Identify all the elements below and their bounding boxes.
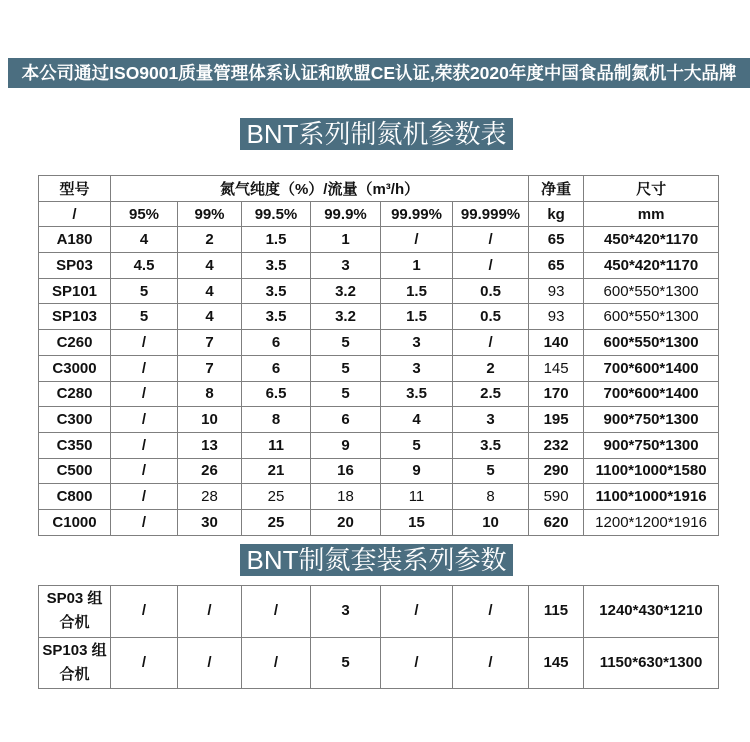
flow-cell-99-9: 3.2 bbox=[311, 304, 381, 330]
weight-cell: 590 bbox=[529, 484, 584, 510]
size-cell: 1100*1000*1580 bbox=[584, 458, 719, 484]
size-cell: 1240*430*1210 bbox=[584, 586, 719, 638]
table-title-text: BNT系列制氮机参数表 bbox=[246, 119, 507, 149]
flow-cell-95: 5 bbox=[111, 304, 178, 330]
flow-cell-99: 2 bbox=[178, 227, 242, 253]
flow-cell-99-9: 9 bbox=[311, 432, 381, 458]
certification-banner bbox=[8, 58, 750, 88]
size-cell: 900*750*1300 bbox=[584, 432, 719, 458]
nitrogen-generator-spec-table bbox=[38, 175, 719, 536]
size-cell: 900*750*1300 bbox=[584, 407, 719, 433]
flow-cell-99-999: / bbox=[453, 637, 529, 689]
flow-cell-99-5: 3.5 bbox=[242, 253, 311, 279]
flow-cell-99: 30 bbox=[178, 509, 242, 535]
flow-cell-95: / bbox=[111, 407, 178, 433]
flow-cell-99-5: 3.5 bbox=[242, 304, 311, 330]
flow-cell-99-999: 2.5 bbox=[453, 381, 529, 407]
flow-cell-99-9: 18 bbox=[311, 484, 381, 510]
flow-cell-95: 4 bbox=[111, 227, 178, 253]
model-cell: C300 bbox=[39, 407, 111, 433]
model-cell: SP103 bbox=[39, 304, 111, 330]
purity-99-5-header: 99.5% bbox=[242, 201, 311, 227]
size-cell: 1200*1200*1916 bbox=[584, 509, 719, 535]
table-row bbox=[39, 253, 719, 279]
flow-cell-99-5: 25 bbox=[242, 509, 311, 535]
flow-cell-99-999: / bbox=[453, 253, 529, 279]
table-row bbox=[39, 484, 719, 510]
subheader-row bbox=[39, 201, 719, 227]
weight-cell: 140 bbox=[529, 330, 584, 356]
weight-header: 净重 bbox=[529, 176, 584, 202]
size-cell: 600*550*1300 bbox=[584, 304, 719, 330]
flow-cell-99-5: / bbox=[242, 586, 311, 638]
size-cell: 700*600*1400 bbox=[584, 381, 719, 407]
model-cell: C350 bbox=[39, 432, 111, 458]
model-cell: SP103 组合机 bbox=[39, 637, 111, 689]
flow-cell-99-9: 20 bbox=[311, 509, 381, 535]
size-unit-header: mm bbox=[584, 201, 719, 227]
flow-cell-99-99: / bbox=[381, 586, 453, 638]
flow-cell-99: 26 bbox=[178, 458, 242, 484]
weight-cell: 145 bbox=[529, 637, 584, 689]
flow-cell-99-999: 0.5 bbox=[453, 304, 529, 330]
flow-cell-95: / bbox=[111, 484, 178, 510]
flow-cell-95: 5 bbox=[111, 278, 178, 304]
weight-cell: 115 bbox=[529, 586, 584, 638]
flow-cell-99: 4 bbox=[178, 278, 242, 304]
table-row bbox=[39, 432, 719, 458]
flow-cell-99-99: 4 bbox=[381, 407, 453, 433]
flow-cell-99-999: / bbox=[453, 330, 529, 356]
model-cell: SP101 bbox=[39, 278, 111, 304]
flow-cell-99-999: 8 bbox=[453, 484, 529, 510]
size-cell: 1150*630*1300 bbox=[584, 637, 719, 689]
flow-cell-99: / bbox=[178, 637, 242, 689]
table-row bbox=[39, 586, 719, 638]
flow-cell-99-5: 3.5 bbox=[242, 278, 311, 304]
flow-cell-99: 4 bbox=[178, 304, 242, 330]
flow-cell-99-5: 21 bbox=[242, 458, 311, 484]
flow-cell-99-9: 5 bbox=[311, 330, 381, 356]
weight-cell: 170 bbox=[529, 381, 584, 407]
flow-cell-95: 4.5 bbox=[111, 253, 178, 279]
table-title-series bbox=[240, 118, 513, 150]
purity-99-9-header: 99.9% bbox=[311, 201, 381, 227]
weight-cell: 620 bbox=[529, 509, 584, 535]
flow-cell-99-999: 5 bbox=[453, 458, 529, 484]
flow-cell-99-99: 1.5 bbox=[381, 278, 453, 304]
purity-99-header: 99% bbox=[178, 201, 242, 227]
size-header: 尺寸 bbox=[584, 176, 719, 202]
size-cell: 1100*1000*1916 bbox=[584, 484, 719, 510]
flow-cell-99-99: / bbox=[381, 227, 453, 253]
model-cell: C3000 bbox=[39, 355, 111, 381]
flow-cell-99-9: 3 bbox=[311, 253, 381, 279]
flow-cell-99-9: 5 bbox=[311, 355, 381, 381]
size-cell: 450*420*1170 bbox=[584, 227, 719, 253]
flow-cell-99-9: 16 bbox=[311, 458, 381, 484]
model-header: 型号 bbox=[39, 176, 111, 202]
flow-cell-99: 7 bbox=[178, 330, 242, 356]
flow-cell-99-5: 25 bbox=[242, 484, 311, 510]
table-row bbox=[39, 509, 719, 535]
weight-cell: 93 bbox=[529, 278, 584, 304]
weight-cell: 65 bbox=[529, 253, 584, 279]
table-row bbox=[39, 304, 719, 330]
flow-cell-99-99: 3.5 bbox=[381, 381, 453, 407]
model-cell: A180 bbox=[39, 227, 111, 253]
flow-cell-95: / bbox=[111, 355, 178, 381]
flow-cell-99-99: 3 bbox=[381, 330, 453, 356]
flow-cell-99: 28 bbox=[178, 484, 242, 510]
flow-cell-99-999: / bbox=[453, 586, 529, 638]
weight-cell: 65 bbox=[529, 227, 584, 253]
banner-text: 本公司通过ISO9001质量管理体系认证和欧盟CE认证,荣获2020年度中国食品制氮机十大品牌 bbox=[21, 63, 737, 83]
purity-95-header: 95% bbox=[111, 201, 178, 227]
model-unit-header: / bbox=[39, 201, 111, 227]
flow-cell-99-5: 6 bbox=[242, 330, 311, 356]
table-title-combo bbox=[240, 544, 513, 576]
weight-cell: 195 bbox=[529, 407, 584, 433]
flow-cell-99-99: 3 bbox=[381, 355, 453, 381]
size-cell: 600*550*1300 bbox=[584, 278, 719, 304]
flow-cell-99-999: 3 bbox=[453, 407, 529, 433]
flow-cell-95: / bbox=[111, 586, 178, 638]
flow-cell-99-5: / bbox=[242, 637, 311, 689]
table-row bbox=[39, 278, 719, 304]
weight-cell: 232 bbox=[529, 432, 584, 458]
flow-cell-99-99: 1.5 bbox=[381, 304, 453, 330]
flow-cell-99-9: 5 bbox=[311, 637, 381, 689]
flow-cell-99-5: 8 bbox=[242, 407, 311, 433]
size-cell: 600*550*1300 bbox=[584, 330, 719, 356]
weight-cell: 290 bbox=[529, 458, 584, 484]
flow-cell-99-5: 11 bbox=[242, 432, 311, 458]
purity-flow-header: 氮气纯度（%）/流量（m³/h） bbox=[111, 176, 529, 202]
model-cell: C1000 bbox=[39, 509, 111, 535]
weight-cell: 145 bbox=[529, 355, 584, 381]
flow-cell-99-99: 9 bbox=[381, 458, 453, 484]
purity-99-99-header: 99.99% bbox=[381, 201, 453, 227]
flow-cell-99-99: 5 bbox=[381, 432, 453, 458]
flow-cell-95: / bbox=[111, 381, 178, 407]
purity-99-999-header: 99.999% bbox=[453, 201, 529, 227]
flow-cell-99: 4 bbox=[178, 253, 242, 279]
flow-cell-95: / bbox=[111, 458, 178, 484]
flow-cell-99-999: 3.5 bbox=[453, 432, 529, 458]
table-title-text: BNT制氮套装系列参数 bbox=[246, 545, 507, 575]
weight-unit-header: kg bbox=[529, 201, 584, 227]
flow-cell-99-999: 10 bbox=[453, 509, 529, 535]
flow-cell-99-99: / bbox=[381, 637, 453, 689]
flow-cell-99-99: 11 bbox=[381, 484, 453, 510]
table-row bbox=[39, 637, 719, 689]
flow-cell-99: 8 bbox=[178, 381, 242, 407]
combo-unit-spec-table bbox=[38, 585, 719, 689]
header-row bbox=[39, 176, 719, 202]
size-cell: 450*420*1170 bbox=[584, 253, 719, 279]
flow-cell-95: / bbox=[111, 637, 178, 689]
model-cell: SP03 bbox=[39, 253, 111, 279]
flow-cell-95: / bbox=[111, 330, 178, 356]
weight-cell: 93 bbox=[529, 304, 584, 330]
flow-cell-99-5: 6.5 bbox=[242, 381, 311, 407]
table-row bbox=[39, 227, 719, 253]
table-row bbox=[39, 407, 719, 433]
model-cell: SP03 组合机 bbox=[39, 586, 111, 638]
flow-cell-99-5: 6 bbox=[242, 355, 311, 381]
table-row bbox=[39, 330, 719, 356]
size-cell: 700*600*1400 bbox=[584, 355, 719, 381]
flow-cell-99-99: 1 bbox=[381, 253, 453, 279]
flow-cell-99: 10 bbox=[178, 407, 242, 433]
flow-cell-99-9: 5 bbox=[311, 381, 381, 407]
flow-cell-99-9: 3 bbox=[311, 586, 381, 638]
table-row bbox=[39, 381, 719, 407]
flow-cell-99-999: 2 bbox=[453, 355, 529, 381]
flow-cell-99-999: 0.5 bbox=[453, 278, 529, 304]
flow-cell-99-999: / bbox=[453, 227, 529, 253]
flow-cell-99: 7 bbox=[178, 355, 242, 381]
flow-cell-99-99: 15 bbox=[381, 509, 453, 535]
flow-cell-99: 13 bbox=[178, 432, 242, 458]
flow-cell-99-9: 1 bbox=[311, 227, 381, 253]
table-row bbox=[39, 355, 719, 381]
model-cell: C500 bbox=[39, 458, 111, 484]
model-cell: C280 bbox=[39, 381, 111, 407]
flow-cell-99-5: 1.5 bbox=[242, 227, 311, 253]
flow-cell-99-9: 6 bbox=[311, 407, 381, 433]
model-cell: C800 bbox=[39, 484, 111, 510]
flow-cell-95: / bbox=[111, 432, 178, 458]
table-row bbox=[39, 458, 719, 484]
flow-cell-99: / bbox=[178, 586, 242, 638]
flow-cell-99-9: 3.2 bbox=[311, 278, 381, 304]
flow-cell-95: / bbox=[111, 509, 178, 535]
model-cell: C260 bbox=[39, 330, 111, 356]
